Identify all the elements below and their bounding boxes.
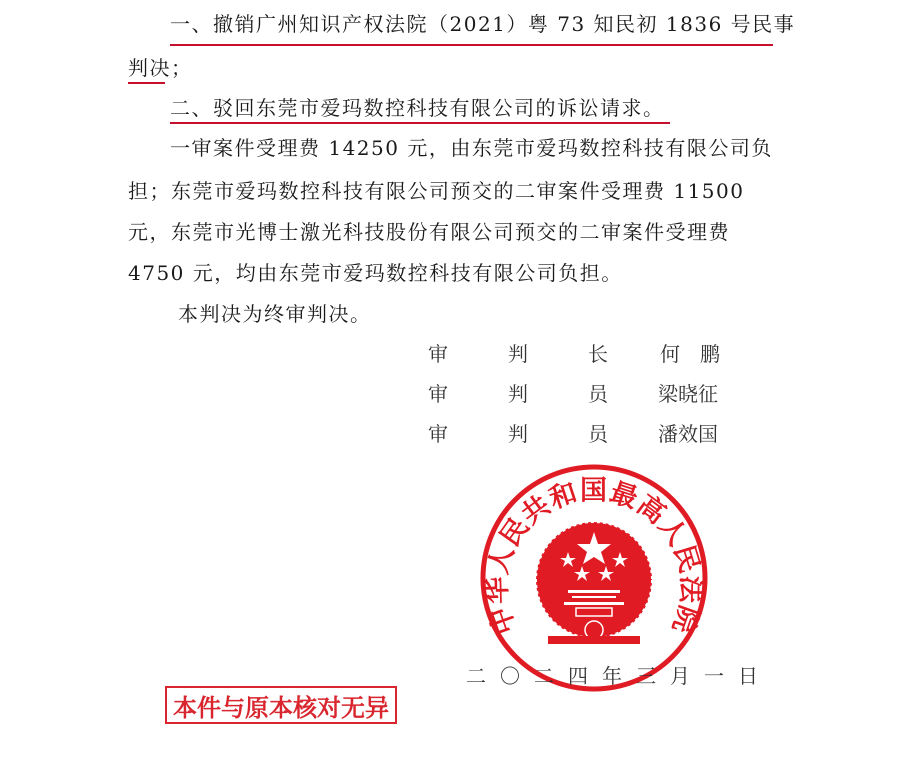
red-underline — [128, 82, 165, 84]
judge-name: 梁晓征 — [658, 382, 718, 406]
fees-line-3: 元，东莞市光博士激光科技股份有限公司预交的二审案件受理费 — [128, 220, 730, 244]
judgment-item-1-line-2: 判决； — [128, 56, 193, 80]
fees-line-1: 一审案件受理费 14250 元，由东莞市爱玛数控科技有限公司负 — [170, 136, 773, 160]
judgment-item-2: 二、驳回东莞市爱玛数控科技有限公司的诉讼请求。 — [170, 96, 665, 120]
certification-stamp: 本件与原本核对无异 — [165, 686, 397, 724]
presiding-judge-role: 审 判 长 — [428, 342, 608, 366]
judge-role: 审 判 员 — [428, 422, 608, 446]
judge-role: 审 判 员 — [428, 382, 608, 406]
judgment-item-1-line-1: 一、撤销广州知识产权法院（2021）粤 73 知民初 1836 号民事 — [170, 12, 796, 36]
presiding-judge-name: 何 鹏 — [660, 342, 720, 366]
judge-name: 潘效国 — [658, 422, 718, 446]
judgment-date: 二〇二四年三月一日 — [466, 664, 772, 688]
red-underline — [170, 122, 670, 124]
fees-line-4: 4750 元，均由东莞市爱玛数控科技有限公司负担。 — [128, 261, 623, 285]
seal-text: 中华人民共和国最高人民法院 — [481, 475, 707, 639]
red-underline — [170, 44, 773, 46]
final-judgment-statement: 本判决为终审判决。 — [178, 302, 372, 326]
fees-line-2: 担；东莞市爱玛数控科技有限公司预交的二审案件受理费 11500 — [128, 179, 745, 203]
